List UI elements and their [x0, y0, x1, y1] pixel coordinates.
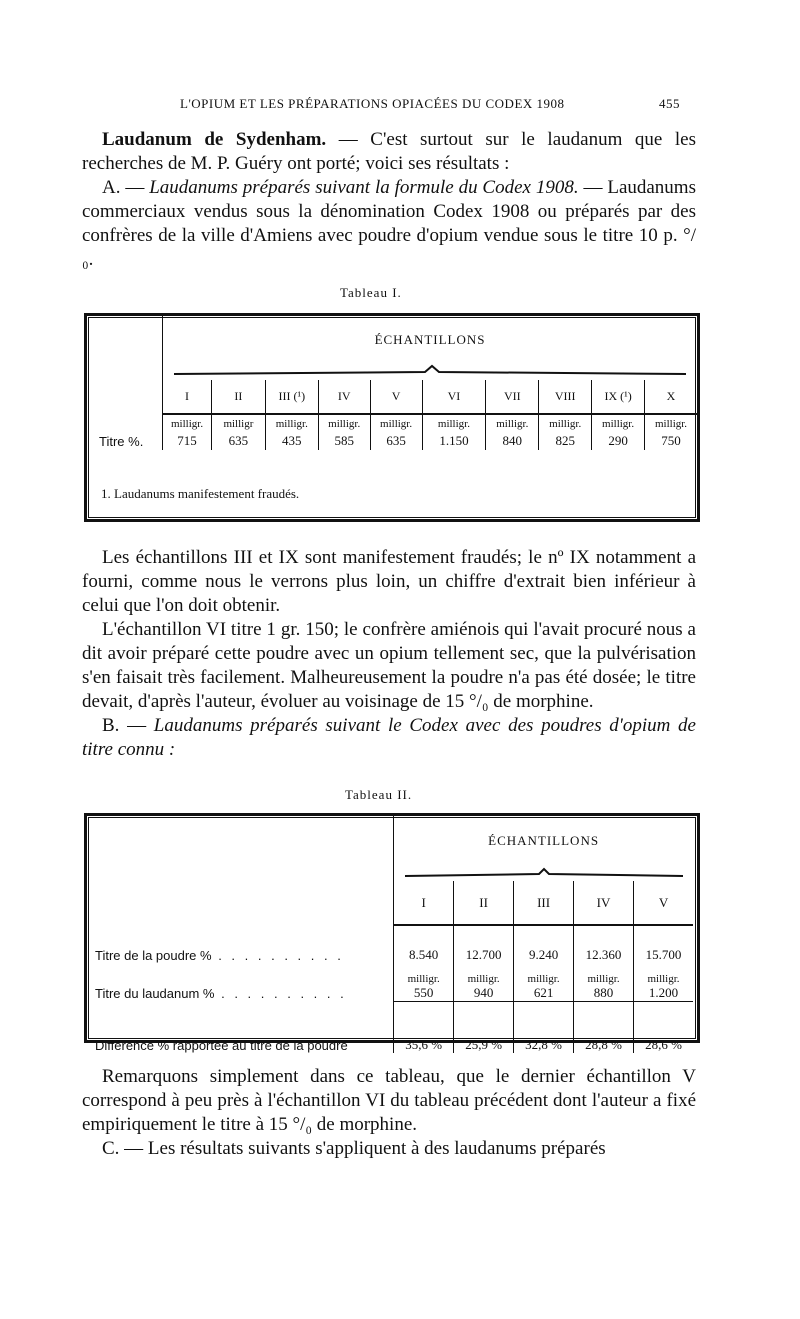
paragraph-italic: Laudanums préparés suivant la formule du Codex 1908.	[149, 177, 579, 198]
table1-footnote: 1. Laudanums manifestement fraudés.	[101, 486, 300, 501]
table2-row	[87, 1001, 693, 1053]
brace	[394, 866, 693, 881]
table2-row-label: Titre du laudanum % . . . . . . . . . .	[95, 986, 347, 1001]
table2-column-header: I	[394, 881, 454, 925]
table2-row-label	[87, 1001, 394, 1053]
table2-unit: milligr.	[587, 972, 620, 985]
table2-unit: milligr.	[407, 972, 440, 985]
table2-row-label: Titre de la poudre % . . . . . . . . . .	[95, 948, 344, 963]
brace-icon	[170, 364, 690, 376]
table2-unit: milligr.	[527, 972, 560, 985]
table2	[84, 813, 700, 1053]
table2-value	[634, 1001, 693, 1053]
paragraph-text: — C'est surtout sur le laudanum que les recherches de M. P. Guéry ont porté; voici ses résultats :	[82, 129, 696, 174]
table1-column-header: V	[370, 380, 422, 414]
intro-text	[82, 128, 696, 272]
table1-value: 1.150	[422, 432, 486, 450]
table2-cell: 880	[593, 984, 614, 1000]
table2-cell: 9.240	[528, 947, 559, 962]
table2-cell: 12.360	[585, 947, 622, 962]
table2-unit: milligr.	[647, 972, 680, 985]
table2-cell: 940	[473, 984, 494, 1000]
running-title: L'OPIUM ET LES PRÉPARATIONS OPIACÉES DU CODEX 1908	[180, 96, 565, 111]
table2-value	[514, 925, 574, 963]
table2-column-header: III	[514, 881, 574, 925]
table2-cell: 28,6 %	[645, 1037, 682, 1052]
table2-group-header: ÉCHANTILLONS	[394, 816, 693, 866]
table2-row	[87, 963, 693, 1001]
table1-unit: milligr	[211, 414, 265, 432]
table2-column-header: IV	[574, 881, 634, 925]
row-label-titre: Titre %.	[99, 433, 144, 449]
table2-value	[634, 963, 693, 1001]
table1-unit: milligr.	[318, 414, 370, 432]
brace	[163, 364, 697, 380]
table1-unit: milligr.	[163, 414, 212, 432]
table2-cell: 550	[413, 984, 434, 1000]
table1-column-header: VII	[486, 380, 539, 414]
paragraph-c: C. — Les résultats suivants s'appliquent à des laudanums préparés	[102, 1138, 606, 1159]
paragraph-b	[82, 714, 696, 762]
paragraph-fraudes: Les échantillons III et IX sont manifestement fraudés; le nº IX notamment a fourni, comme nous le verrons plus loin, un chiffre d'extrait bien inférieur à celui que l'on doit obtenir.	[82, 547, 696, 616]
table2-value	[514, 963, 574, 1001]
table2-cell: 28,8 %	[585, 1037, 622, 1052]
table1-unit: milligr.	[645, 414, 697, 432]
table1	[84, 313, 700, 522]
table2-value	[574, 963, 634, 1001]
paragraph-lead: A. —	[102, 177, 150, 198]
table1-unit: milligr.	[592, 414, 645, 432]
paragraph-remarquons: Remarquons simplement dans ce tableau, que le dernier échantillon V correspond à peu près à l'échantillon VI du tableau précédent dont l'auteur a fixé empiriquement le titre à 15 °/₀ de morphine.	[82, 1066, 696, 1135]
paragraph-a	[82, 176, 696, 272]
table1-value: 840	[486, 432, 539, 450]
table1-unit: milligr.	[486, 414, 539, 432]
table1-value: 715	[163, 432, 212, 450]
table1-value: 635	[370, 432, 422, 450]
table1-value: 750	[645, 432, 697, 450]
paragraph-echantillon-vi: L'échantillon VI titre 1 gr. 150; le confrère amiénois qui l'avait procuré nous a dit avoir préparé cette poudre avec un opium tellement sec, que la pulvérisation s'en faisait très facilement. Malheureusement la poudre n'a pas été dosée; le titre devait, d'après l'auteur, évoluer au voisinage de 15 °/₀ de morphine.	[82, 619, 696, 712]
table2-value	[514, 1001, 574, 1053]
table1-column-header: IX (¹)	[592, 380, 645, 414]
paragraph-lead: B. —	[102, 715, 154, 736]
table1-unit: milligr.	[265, 414, 318, 432]
table2-column-header: II	[454, 881, 514, 925]
table2-cell: 621	[533, 984, 554, 1000]
table1-unit: milligr.	[370, 414, 422, 432]
row-label-text: Titre du laudanum %	[95, 986, 215, 1001]
paragraph-italic: Laudanums préparés suivant le Codex avec des poudres d'opium de titre connu :	[82, 715, 696, 760]
table2-value	[454, 1001, 514, 1053]
table2-caption: Tableau II.	[345, 787, 413, 802]
table2-value	[394, 925, 454, 963]
table1-value: 435	[265, 432, 318, 450]
table1-column-header: II	[211, 380, 265, 414]
table2-cell: 35,6 %	[405, 1037, 443, 1052]
table1-column-header: VI	[422, 380, 486, 414]
table2-column-header: V	[634, 881, 693, 925]
row-label-text: Différence % rapportée au titre de la poudre	[95, 1038, 348, 1053]
table1-column-header: VIII	[539, 380, 592, 414]
table1-group-header: ÉCHANTILLONS	[163, 316, 697, 364]
paragraph-sydenham	[82, 128, 696, 176]
table1-column-header: X	[645, 380, 697, 414]
table1-unit: milligr.	[539, 414, 592, 432]
table1-unit: milligr.	[422, 414, 486, 432]
closing-text	[82, 1065, 696, 1161]
table2-cell: 8.540	[409, 947, 439, 962]
page-number: 455	[659, 96, 680, 111]
table2-cell: 15.700	[645, 947, 682, 962]
table2-value	[634, 925, 693, 963]
paragraph-text: — Laudanums commerciaux vendus sous la dénomination Codex 1908 ou préparés par des confrères de la ville d'Amiens avec poudre d'opium vendue sous le titre 10 p. °/₀.	[82, 177, 696, 270]
table1-column-header: I	[163, 380, 212, 414]
table2-cell: 32,8 %	[525, 1037, 562, 1052]
table1-caption: Tableau I.	[340, 285, 402, 300]
table2-cell: 1.200	[648, 984, 679, 1000]
table2-value	[454, 963, 514, 1001]
row-label-text: Titre de la poudre %	[95, 948, 212, 963]
table2-value	[574, 1001, 634, 1053]
table2-row	[87, 925, 693, 963]
table1-value: 290	[592, 432, 645, 450]
brace-icon	[401, 867, 687, 877]
table2-value	[454, 925, 514, 963]
table2-unit: milligr.	[467, 972, 500, 985]
section-heading: Laudanum de Sydenham.	[102, 129, 327, 150]
table1-column-header: IV	[318, 380, 370, 414]
table1-value: 585	[318, 432, 370, 450]
table2-cell: 12.700	[465, 947, 502, 962]
table1-column-header: III (¹)	[265, 380, 318, 414]
table1-value: 635	[211, 432, 265, 450]
table2-value	[394, 963, 454, 1001]
table2-cell: 25,9 %	[465, 1037, 503, 1052]
middle-text	[82, 546, 696, 762]
table2-value	[394, 1001, 454, 1053]
table1-value: 825	[539, 432, 592, 450]
table2-value	[574, 925, 634, 963]
